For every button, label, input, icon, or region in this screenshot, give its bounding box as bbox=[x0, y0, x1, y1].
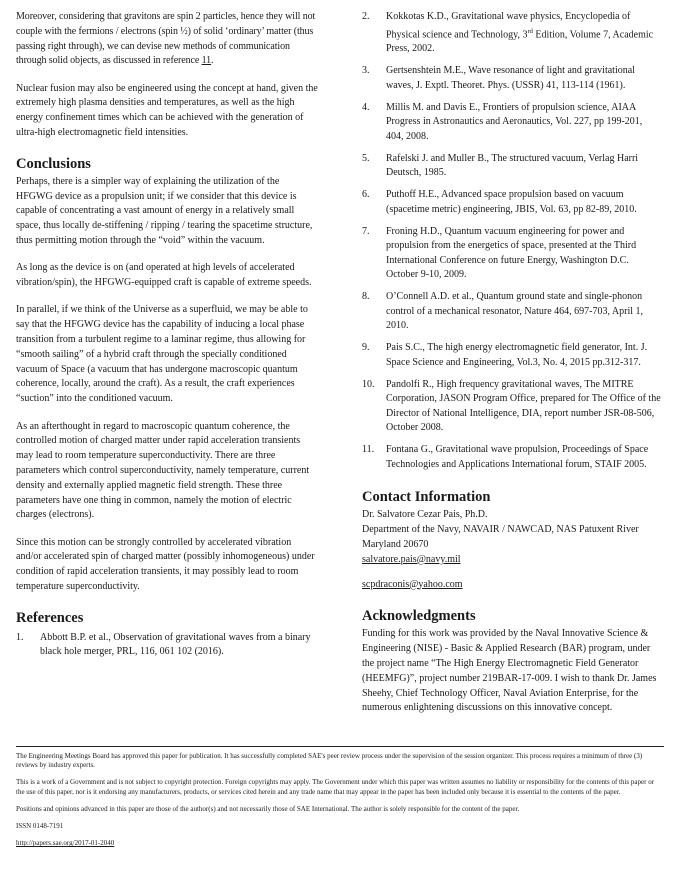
reference-text: Gertsenshtein M.E., Wave resonance of light and gravitational waves, J. Exptl. Theoret. Phys. (USSR) 41, 113-114 (1961). bbox=[386, 65, 635, 91]
reference-item bbox=[362, 290, 662, 334]
footer-paper-url-link[interactable]: http://papers.sae.org/2017-01-2040 bbox=[16, 839, 115, 848]
reference-text: Pandolfi R., High frequency gravitational waves, The MITRE Corporation, JASON Program Office, prepared for The Office of the Director of National Intelligence, DIA, report number JSR-08-506, October 2008. bbox=[386, 378, 661, 434]
reference-item bbox=[362, 378, 662, 436]
reference-text: Abbott B.P. et al., Observation of gravitational waves from a binary black hole merger, PRL, 116, 061 102 (2016). bbox=[40, 631, 311, 658]
reference-text: O’Connell A.D. et al., Quantum ground state and single-phonon control of a mechanical resonator, Nature 464, 697-703, April 1, 2010. bbox=[386, 291, 644, 332]
references-list bbox=[16, 631, 318, 660]
reference-text: Kokkotas K.D., Gravitational wave physics, Encyclopedia of Physical science and Technology, 3rd Edition, Volume 7, Academic Press, 2002. bbox=[386, 11, 654, 55]
reference-item bbox=[362, 188, 662, 217]
reference-number: 4. bbox=[362, 101, 370, 113]
reference-number: 8. bbox=[362, 291, 370, 303]
reference-item bbox=[362, 10, 662, 57]
contact-email-yahoo-link[interactable]: scpdraconis@yahoo.com bbox=[362, 578, 463, 590]
reference-item bbox=[362, 225, 662, 283]
reference-item bbox=[362, 443, 662, 472]
reference-item bbox=[362, 152, 662, 181]
reference-number: 9. bbox=[362, 342, 370, 354]
reference-item bbox=[362, 341, 662, 370]
reference-number: 7. bbox=[362, 225, 370, 237]
contact-name: Dr. Salvatore Cezar Pais, Ph.D. bbox=[362, 509, 488, 521]
paragraph-gravitons: Moreover, considering that gravitons are spin 2 particles, hence they will not couple with the fermions / electrons (spin ½) of solid ‘ordinary’ matter (thus passing right through), we can devise new methods of communication through solid objects, as discussed in reference 11. bbox=[16, 11, 316, 67]
conclusions-paragraph: Perhaps, there is a simpler way of explaining the utilization of the HFGWG device as a propulsion unit; if we consider that this device is capable of concentrating a vast amount of energy in a relatively small space, thus locally de-stiffening / ripping / tearing the spacetime structure, thus permitting motion through the “void” within the vacuum. bbox=[16, 175, 313, 247]
reference-number: 6. bbox=[362, 189, 370, 201]
conclusions-paragraph: As long as the device is on (and operated at high levels of accelerated vibration/spin), the HFGWG-equipped craft is capable of extreme speeds. bbox=[16, 262, 312, 289]
reference-text: Fontana G., Gravitational wave propulsion, Proceedings of Space Technologies and Applications International forum, STAIF 2005. bbox=[386, 444, 649, 470]
conclusions-paragraph: In parallel, if we think of the Universe as a superfluid, we may be able to say that the HFGWG device has the capability of inducing a local phase transition from a turbulent regime to a laminar regime, thus allowing for “smooth sailing” of a hybrid craft through the specially conditioned vacuum of Space (a vacuum that has undergone macroscopic quantum coherence, locally, around the craft). As a result, the craft experiences “suction” into the conditioned vacuum. bbox=[16, 304, 308, 405]
reference-item bbox=[362, 64, 662, 93]
conclusions-heading: Conclusions bbox=[16, 155, 91, 172]
reference-text: Millis M. and Davis E., Frontiers of propulsion science, AIAA Progress in Astronautics and Aeronautics, Vol. 227, pp 199-201, 404, 2008. bbox=[386, 101, 643, 142]
contact-email-navy-link[interactable]: salvatore.pais@navy.mil bbox=[362, 553, 461, 565]
footer-disclaimer: Positions and opinions advanced in this paper are those of the author(s) and not necessarily those of SAE International. The author is solely responsible for the content of the paper. bbox=[16, 804, 520, 813]
reference-number: 3. bbox=[362, 65, 370, 77]
reference-text: Froning H.D., Quantum vacuum engineering for power and propulsion from the energetics of space, presented at the Third International Conference on future Energy, Washington D.C. October 9-10, 2009. bbox=[386, 225, 637, 281]
left-column bbox=[16, 10, 318, 667]
reference-text: Puthoff H.E., Advanced space propulsion based on vacuum (spacetime metric) engineering, JBIS, Vol. 63, pp 82-89, 2010. bbox=[386, 189, 637, 215]
reference-text: Pais S.C., The high energy electromagnetic field generator, Int. J. Space Science and Engineering, Vol.3, No. 4, 2015 pp.312-317. bbox=[386, 342, 648, 368]
reference-text: Rafelski J. and Muller B., The structured vacuum, Verlag Harri Deutsch, 1985. bbox=[386, 152, 639, 179]
reference-number: 5. bbox=[362, 152, 370, 164]
right-column bbox=[362, 10, 662, 729]
contact-heading: Contact Information bbox=[362, 489, 491, 506]
acknowledgments-heading: Acknowledgments bbox=[362, 608, 476, 625]
footer-issn: ISSN 0148-7191 bbox=[16, 822, 64, 831]
footer-review-notice: The Engineering Meetings Board has approved this paper for publication. It has successfully completed SAE's peer review process under the supervision of the session organizer. This process requires a minimum of three (3) reviews by industry experts. bbox=[16, 752, 643, 770]
contact-block bbox=[362, 508, 662, 592]
acknowledgments-paragraph: Funding for this work was provided by the Naval Innovative Science & Engineering (NISE) - Basic & Applied Research (BAR) program, under the project name “The High Energy Electromagnetic Field Generator (HEEMFG)”, project number 219BAR-17-009. I wish to thank Dr. James Sheehy, Chief Technology Officer, Naval Aviation Enterprise, for the numerous enlightening discussions on this innovative concept. bbox=[362, 628, 657, 714]
reference-number: 10. bbox=[362, 378, 375, 390]
references-heading: References bbox=[16, 609, 84, 626]
reference-number: 2. bbox=[362, 11, 370, 22]
reference-number: 1. bbox=[16, 631, 24, 643]
conclusions-paragraph: Since this motion can be strongly controlled by accelerated vibration and/or accelerated spin of charged matter (possibly inhomogeneous) under condition of rapid acceleration transients, it may possibly lead to room temperature superconductivity. bbox=[16, 536, 315, 592]
paragraph-nuclear-fusion: Nuclear fusion may also be engineered using the concept at hand, given the extremely high plasma densities and temperatures, as well as the high energy confinement times which can be achieved with the generation of ultra-high electromagnetic field intensities. bbox=[16, 82, 318, 139]
reference-number: 11. bbox=[362, 444, 375, 456]
conclusions-paragraph: As an afterthought in regard to macroscopic quantum coherence, the controlled motion of charged matter under rapid acceleration transients may lead to room temperature superconductivity. There are three parameters which control superconductivity, namely temperature, current density and externally applied magnetic field strength. These three parameters have one thing in common, namely the motion of electric charges (electrons). bbox=[16, 420, 310, 521]
contact-organization: Department of the Navy, NAVAIR / NAWCAD, NAS Patuxent River Maryland 20670 bbox=[362, 524, 639, 550]
reference-item bbox=[362, 101, 662, 145]
reference-link-11[interactable]: 11 bbox=[201, 55, 212, 67]
footer-copyright-notice: This is a work of a Government and is not subject to copyright protection. Foreign copyrights may apply. The Government under which this paper was written assumes no liability or responsibility for the contents of this paper or the use of this paper, nor is it endorsing any manufacturers, products, or services cited herein and any trade name that may appear in the paper has been included only because it is essential to the contents of the paper. bbox=[16, 778, 655, 796]
reference-item bbox=[16, 631, 318, 660]
publication-footer bbox=[16, 746, 664, 856]
references-list bbox=[362, 10, 662, 472]
